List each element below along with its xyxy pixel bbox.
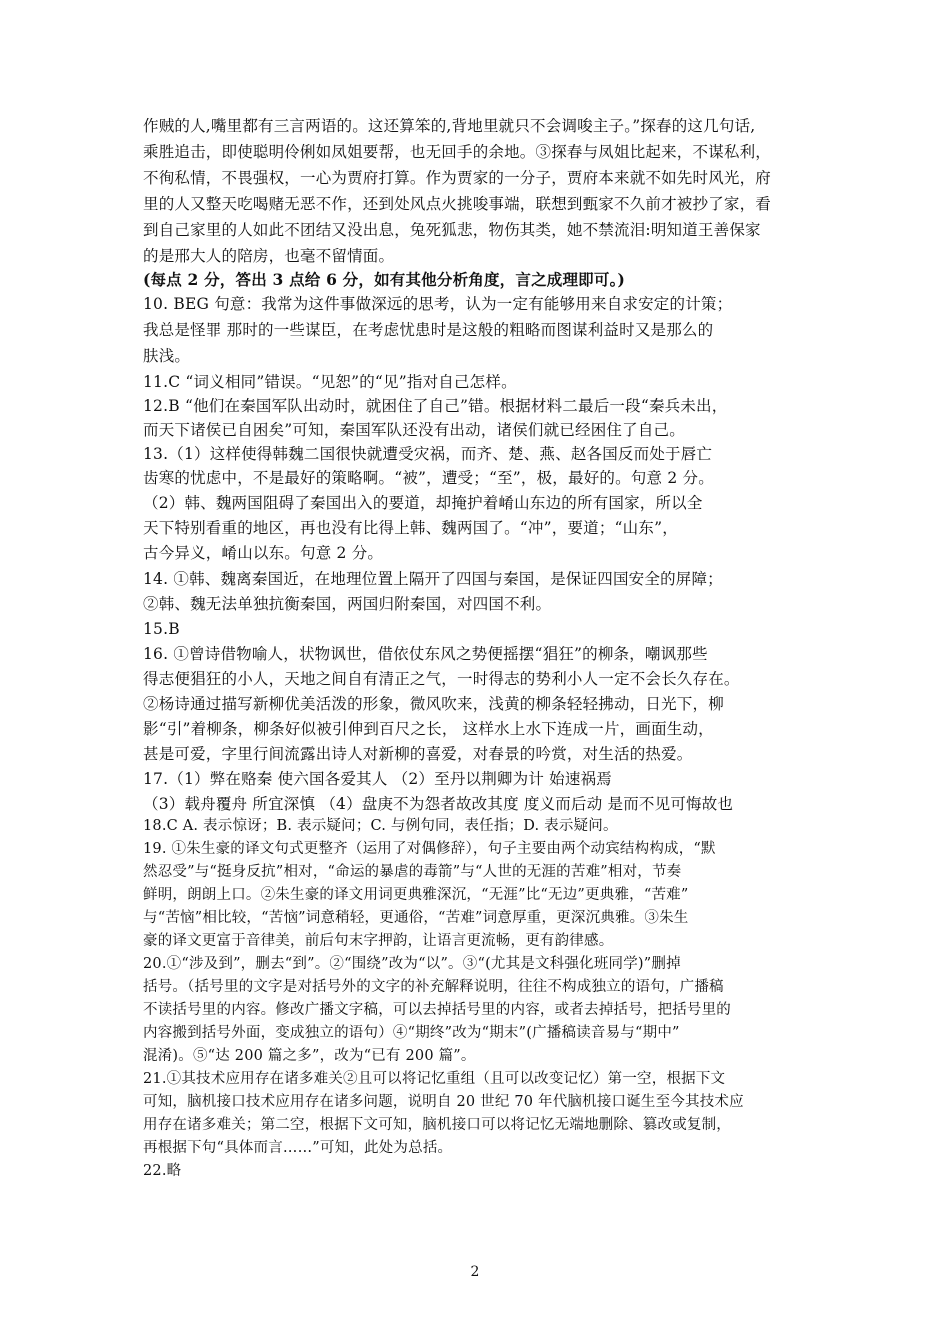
text-line: 内容搬到括号外面，变成独立的语句）④“期终”改为“期末”(广播稿读音易与“期中” (143, 1025, 680, 1041)
text-line: ②韩、魏无法单独抗衡秦国，两国归附秦国，对四国不利。 (143, 595, 552, 613)
text-line: 甚是可爱，字里行间流露出诗人对新柳的喜爱，对春景的吟赏，对生活的热爱。 (143, 745, 693, 763)
answer-20: 20.①“涉及到”，删去“到”。②“围绕”改为“以”。③“(尤其是文科强化班同学)”删掉 (143, 956, 681, 972)
answer-15: 15.B (143, 620, 180, 638)
answer-22: 22.略 (143, 1163, 182, 1179)
text-line: 作贼的人,嘴里都有三言两语的。这还算笨的,背地里就只不会调唆主子。”探春的这几句话, (143, 117, 756, 135)
text-line: 里的人又整天吃喝赌无恶不作，还到处风点火挑唆事端，联想到甄家不久前才被抄了家，看 (143, 195, 772, 213)
answer-18: 18.C A. 表示惊讶；B. 表示疑问；C. 与例句同，表任指；D. 表示疑问。 (143, 818, 618, 834)
text-line: 齿寒的忧虑中，不是最好的策略啊。“被”，遭受；“至”，极，最好的。句意 2 分。 (143, 469, 714, 487)
text-line: 我总是怪罪 那时的一些谋臣，在考虑忧患时是这般的粗略而图谋利益时又是那么的 (143, 321, 714, 339)
text-line: ②杨诗通过描写新柳优美活泼的形象，微风吹来，浅黄的柳条轻轻拂动，日光下，柳 (143, 695, 724, 713)
answer-21: 21.①其技术应用存在诸多难关②且可以将记忆重组（且可以改变记忆）第一空，根据下文 (143, 1071, 726, 1087)
answer-10: 10. BEG 句意：我常为这件事做深远的思考，认为一定有能够用来自求安定的计策； (143, 295, 733, 313)
answer-19: 19. ①朱生豪的译文句式更整齐（运用了对偶修辞），句子主要由两个动宾结构构成，“默 (143, 841, 716, 857)
answer-13: 13.（1）这样使得韩魏二国很快就遭受灾祸，而齐、楚、燕、赵各国反而处于唇亡 (143, 445, 713, 463)
text-line: （2）韩、魏两国阻碍了秦国出入的要道，却掩护着崤山东边的所有国家，所以全 (143, 494, 703, 512)
text-line: 天下特别看重的地区，再也没有比得上韩、魏两国了。“冲”，要道；“山东”， (143, 519, 678, 537)
text-line: 的是邢大人的陪房，也毫不留情面。 (143, 247, 395, 265)
text-line: 然忍受”与“挺身反抗”相对，“命运的暴虐的毒箭”与“人世的无涯的苦难”相对，节奏 (143, 864, 682, 880)
page-number: 2 (470, 1264, 480, 1280)
text-line: 得志便猖狂的小人，天地之间自有清正之气，一时得志的势利小人一定不会长久存在。 (143, 670, 740, 688)
text-line: 到自己家里的人如此不团结又没出息，兔死狐悲，物伤其类，她不禁流泪:明知道王善保家 (143, 221, 761, 239)
text-line: 而天下诸侯已自困矣”可知，秦国军队还没有出动，诸侯们就已经困住了自己。 (143, 421, 685, 439)
text-line: 不读括号里的内容。修改广播文字稿，可以去掉括号里的内容，或者去掉括号，把括号里的 (143, 1002, 731, 1018)
answer-12: 12.B “他们在秦国军队出动时，就困住了自己”错。根据材料二最后一段“秦兵未出， (143, 397, 728, 415)
answer-16: 16. ①曾诗借物喻人，状物讽世，借依仗东风之势便摇摆“猖狂”的柳条，嘲讽那些 (143, 645, 708, 663)
text-line: 古今异义，崤山以东。句意 2 分。 (143, 544, 384, 562)
answer-17: 17.（1）弊在赂秦 使六国各爱其人 （2）至丹以荆卿为计 始速祸焉 (143, 770, 612, 788)
text-line: 鲜明，朗朗上口。②朱生豪的译文用词更典雅深沉，“无涯”比“无边”更典雅，“苦难” (143, 887, 689, 903)
text-line: 肤浅。 (143, 347, 191, 365)
text-line: 再根据下句“具体而言……”可知，此处为总括。 (143, 1140, 453, 1156)
text-line: 影“引”着柳条，柳条好似被引伸到百尺之长， 这样水上水下连成一片，画面生动， (143, 720, 714, 738)
text-line: 混淆)。⑤“达 200 篇之多”，改为“已有 200 篇”。 (143, 1048, 476, 1064)
text-line: 与“苦恼”相比较，“苦恼”词意稍轻，更通俗，“苦难”词意厚重，更深沉典雅。③朱生 (143, 910, 689, 926)
text-line: 豪的译文更富于音律美，前后句末字押韵，让语言更流畅，更有韵律感。 (143, 933, 614, 949)
text-line: 乘胜追击，即使聪明伶俐如凤姐要帮，也无回手的余地。③探春与凤姐比起来，不谋私利， (143, 143, 772, 161)
text-line: 用存在诸多难关；第二空，根据下文可知，脑机接口可以将记忆无端地删除、篡改或复制， (143, 1117, 731, 1133)
scoring-note: (每点 2 分，答出 3 点给 6 分，如有其他分析角度，言之成理即可。) (143, 270, 626, 289)
answer-11: 11.C “词义相同”错误。“见恕”的“见”指对自己怎样。 (143, 373, 517, 391)
answer-14: 14. ①韩、魏离秦国近，在地理位置上隔开了四国与秦国，是保证四国安全的屏障； (143, 570, 723, 588)
text-line: （3）载舟覆舟 所宜深慎 （4）盘庚不为怨者故改其度 度义而后动 是而不见可悔故也 (143, 795, 734, 813)
text-line: 可知，脑机接口技术应用存在诸多问题，说明自 20 世纪 70 年代脑机接口诞生至今其技术应 (143, 1094, 744, 1110)
text-line: 不徇私情，不畏强权，一心为贾府打算。作为贾家的一分子，贾府本来就不如先时风光，府 (143, 169, 772, 187)
text-line: 括号。（括号里的文字是对括号外的文字的补充解释说明，往往不构成独立的语句，广播稿 (143, 979, 724, 995)
